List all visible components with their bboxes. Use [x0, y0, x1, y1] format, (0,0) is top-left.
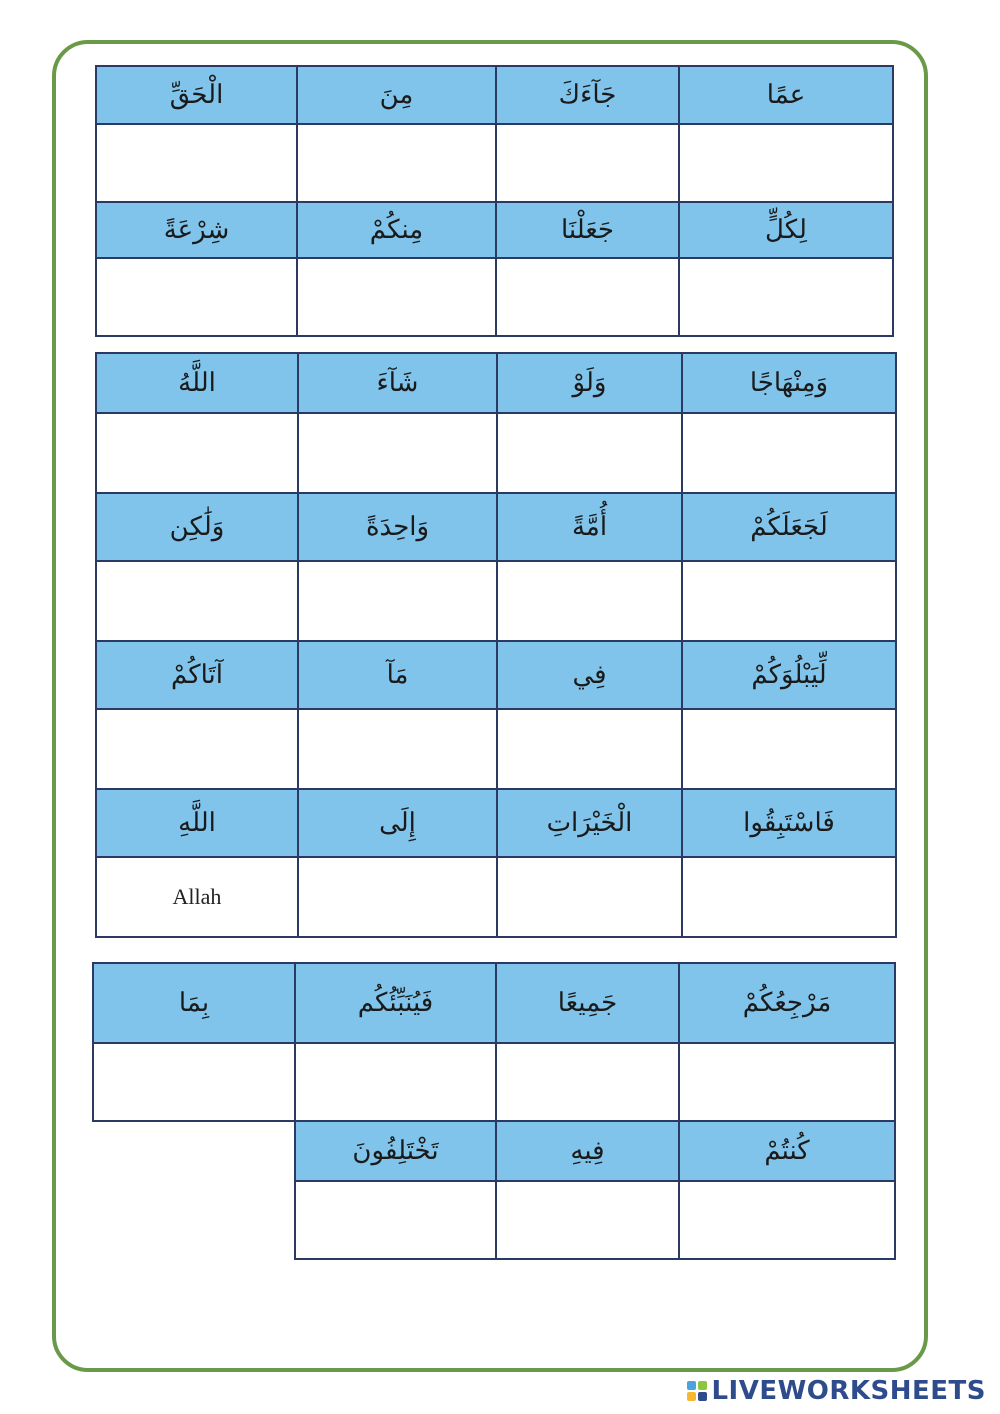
answer-cell [682, 857, 896, 937]
answer-input[interactable] [498, 884, 681, 910]
answer-cell [96, 258, 297, 336]
answer-cell [497, 857, 682, 937]
answer-row [96, 857, 896, 937]
answer-input[interactable] [683, 736, 895, 762]
answer-cell [295, 1181, 496, 1259]
answer-input[interactable] [498, 440, 681, 466]
arabic-word: شِرْعَةً [96, 202, 297, 258]
answer-cell [497, 413, 682, 493]
answer-cell [679, 1181, 895, 1259]
answer-row [96, 258, 893, 336]
arabic-word: شَآءَ [298, 353, 497, 413]
answer-cell [682, 709, 896, 789]
answer-input[interactable] [298, 150, 495, 176]
arabic-word: وَلَوْ [497, 353, 682, 413]
arabic-word: جَمِيعًا [496, 963, 679, 1043]
answer-row [96, 413, 896, 493]
answer-input[interactable] [498, 736, 681, 762]
arabic-word: وَلَٰكِن [96, 493, 298, 561]
arabic-word: بِمَا [93, 963, 295, 1043]
arabic-word: لِكُلٍّ [679, 202, 893, 258]
answer-input[interactable] [497, 1069, 678, 1095]
answer-input[interactable] [296, 1207, 495, 1233]
answer-input[interactable] [498, 588, 681, 614]
arabic-word: فَيُنَبِّئُكُم [295, 963, 496, 1043]
empty-cell [93, 1121, 295, 1181]
word-row [96, 641, 896, 709]
arabic-word: كُنتُمْ [679, 1121, 895, 1181]
word-row [96, 66, 893, 124]
arabic-word: أُمَّةً [497, 493, 682, 561]
answer-input[interactable] [683, 440, 895, 466]
word-row [96, 353, 896, 413]
answer-cell [96, 857, 298, 937]
answer-cell [96, 561, 298, 641]
answer-input[interactable] [299, 440, 496, 466]
liveworksheets-logo[interactable] [687, 1376, 986, 1406]
arabic-word: عمًا [679, 66, 893, 124]
arabic-word: لِّيَبْلُوَكُمْ [682, 641, 896, 709]
arabic-word: الْخَيْرَاتِ [497, 789, 682, 857]
arabic-word: مَآ [298, 641, 497, 709]
answer-input[interactable] [97, 736, 297, 762]
answer-cell [96, 413, 298, 493]
answer-cell [496, 1043, 679, 1121]
liveworksheets-logo-icon [687, 1381, 707, 1401]
answer-input[interactable] [683, 884, 895, 910]
arabic-word: اللَّهُ [96, 353, 298, 413]
arabic-word: مَرْجِعُكُمْ [679, 963, 895, 1043]
answer-input[interactable] [497, 284, 678, 310]
answer-input[interactable] [497, 150, 678, 176]
answer-input[interactable] [680, 1207, 894, 1233]
answer-cell [679, 124, 893, 202]
answer-cell [679, 258, 893, 336]
word-row [96, 789, 896, 857]
answer-input[interactable] [97, 150, 296, 176]
logo-text: LIVEWORKSHEETS [711, 1376, 986, 1406]
answer-input[interactable] [97, 440, 297, 466]
arabic-word: مِنَ [297, 66, 496, 124]
answer-input[interactable] [97, 284, 296, 310]
answer-cell [496, 124, 679, 202]
answer-input[interactable] [97, 588, 297, 614]
answer-cell [297, 124, 496, 202]
arabic-word: اللَّهِ [96, 789, 298, 857]
answer-cell [298, 413, 497, 493]
arabic-word: تَخْتَلِفُونَ [295, 1121, 496, 1181]
vocab-table-1 [95, 65, 894, 337]
answer-cell [298, 561, 497, 641]
arabic-word: وَمِنْهَاجًا [682, 353, 896, 413]
answer-input[interactable] [296, 1069, 495, 1095]
answer-input[interactable] [97, 884, 297, 910]
answer-input[interactable] [299, 736, 496, 762]
answer-input[interactable] [299, 884, 496, 910]
answer-cell [96, 124, 297, 202]
answer-row [96, 124, 893, 202]
arabic-word: وَاحِدَةً [298, 493, 497, 561]
answer-input[interactable] [683, 588, 895, 614]
answer-row [96, 709, 896, 789]
answer-cell [496, 258, 679, 336]
vocab-table-2 [95, 352, 897, 938]
arabic-word: فِيهِ [496, 1121, 679, 1181]
answer-input[interactable] [680, 150, 892, 176]
answer-cell [295, 1043, 496, 1121]
arabic-word: فِي [497, 641, 682, 709]
answer-row [93, 1043, 895, 1121]
answer-input[interactable] [497, 1207, 678, 1233]
answer-cell [298, 857, 497, 937]
arabic-word: الْحَقِّ [96, 66, 297, 124]
answer-input[interactable] [298, 284, 495, 310]
word-row [96, 202, 893, 258]
answer-input[interactable] [299, 588, 496, 614]
answer-cell [297, 258, 496, 336]
answer-cell [298, 709, 497, 789]
answer-cell [497, 709, 682, 789]
word-row [93, 963, 895, 1043]
arabic-word: آتَاكُمْ [96, 641, 298, 709]
word-row [96, 493, 896, 561]
answer-row [96, 561, 896, 641]
answer-cell [682, 561, 896, 641]
vocab-table-3 [92, 962, 896, 1260]
answer-cell [682, 413, 896, 493]
answer-cell [496, 1181, 679, 1259]
answer-cell [96, 709, 298, 789]
answer-input[interactable] [94, 1069, 294, 1095]
answer-cell [93, 1043, 295, 1121]
arabic-word: جَآءَكَ [496, 66, 679, 124]
answer-input[interactable] [680, 284, 892, 310]
arabic-word: جَعَلْنَا [496, 202, 679, 258]
answer-row [93, 1181, 895, 1259]
answer-cell [679, 1043, 895, 1121]
arabic-word: فَاسْتَبِقُوا [682, 789, 896, 857]
empty-cell [93, 1181, 295, 1259]
answer-input[interactable] [680, 1069, 894, 1095]
answer-cell [497, 561, 682, 641]
arabic-word: إِلَى [298, 789, 497, 857]
word-row [93, 1121, 895, 1181]
arabic-word: لَجَعَلَكُمْ [682, 493, 896, 561]
arabic-word: مِنكُمْ [297, 202, 496, 258]
